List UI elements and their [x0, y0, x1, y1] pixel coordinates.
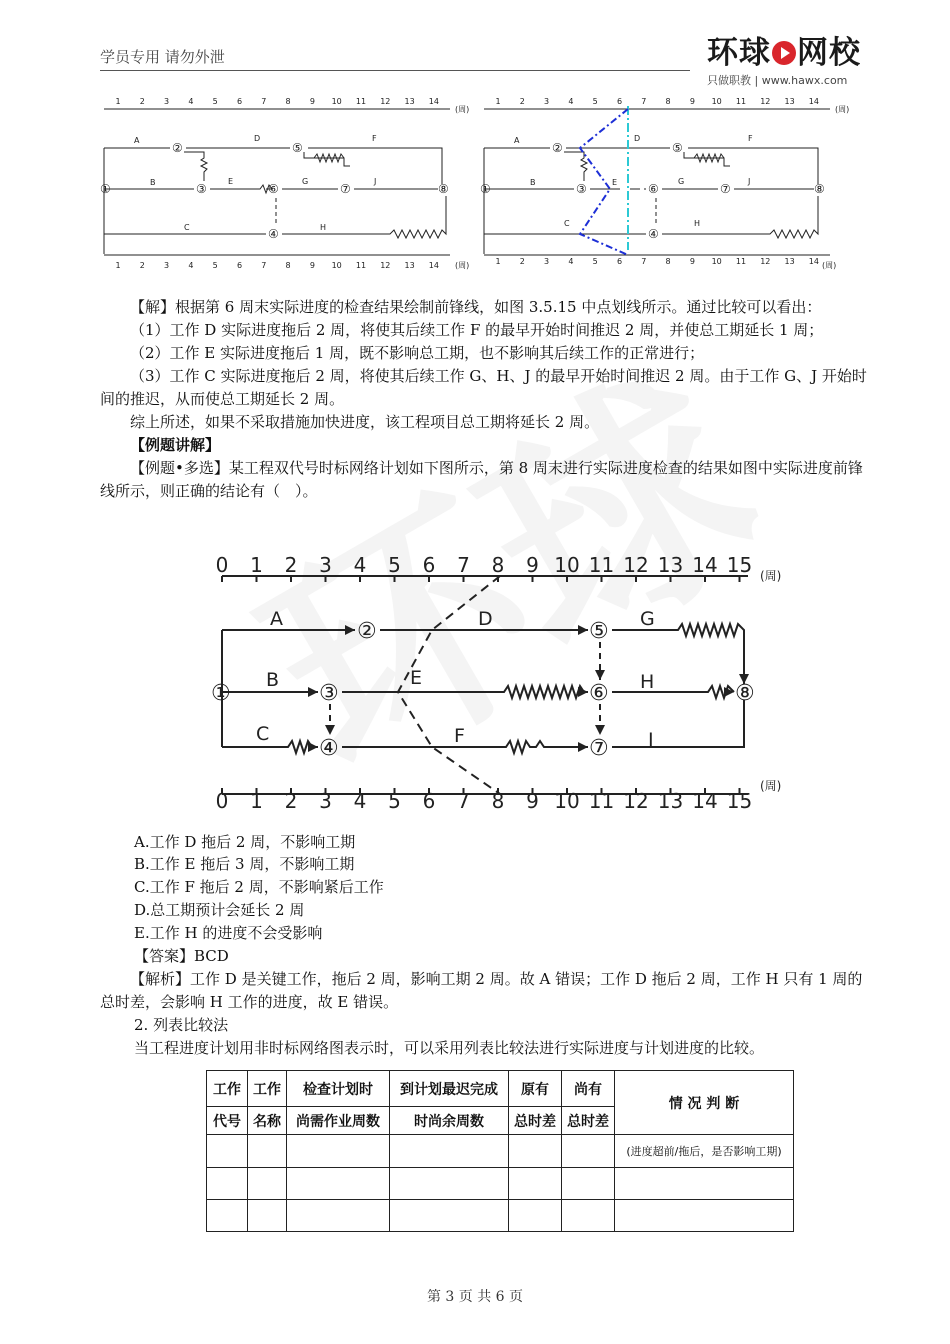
tick-label: 2 — [139, 261, 145, 270]
tick-label: 4 — [568, 257, 574, 266]
tick-label: 12 — [380, 97, 391, 106]
tick-label: 10 — [554, 789, 580, 813]
tick-label: 1 — [250, 789, 263, 813]
tick-label: 1 — [495, 257, 501, 266]
tick-label: 7 — [641, 97, 647, 106]
table-header: 总时差 — [509, 1107, 562, 1135]
tick-label: 3 — [544, 97, 550, 106]
svg-text:③: ③ — [196, 182, 207, 196]
tick-label: 2 — [139, 97, 145, 106]
tick-label: 2 — [284, 553, 298, 577]
svg-text:⑦: ⑦ — [340, 182, 351, 196]
tick-label: 0 — [215, 553, 229, 577]
svg-text:⑥: ⑥ — [648, 182, 659, 196]
svg-text:C: C — [184, 223, 190, 232]
tick-label: 10 — [554, 553, 580, 577]
tick-label: 5 — [592, 97, 598, 106]
tick-label: 4 — [188, 97, 194, 106]
tick-label: 14 — [428, 261, 439, 270]
solution-summary: 综上所述，如果不采取措施加快进度，该工程项目总工期将延长 2 周。 — [130, 413, 600, 431]
tick-label: 9 — [526, 789, 539, 813]
svg-text:A: A — [134, 136, 140, 145]
table-header: 名称 — [248, 1107, 287, 1135]
tick-label: 5 — [388, 789, 401, 813]
svg-text:J: J — [374, 177, 377, 186]
tick-label: 5 — [592, 257, 598, 266]
tick-label: 2 — [284, 789, 298, 813]
svg-text:④: ④ — [319, 736, 339, 761]
play-icon — [772, 41, 796, 65]
svg-text:H: H — [694, 219, 701, 228]
tick-label: 13 — [657, 553, 684, 577]
tick-label: 1 — [250, 553, 263, 577]
tick-label: 14 — [692, 789, 718, 813]
tick-label: 6 — [422, 789, 436, 813]
section-heading: 2. 列表比较法 — [134, 1016, 229, 1034]
tick-label: 4 — [353, 789, 367, 813]
svg-text:⑧: ⑧ — [814, 182, 825, 196]
tick-label: 14 — [808, 97, 819, 106]
svg-text:⑤: ⑤ — [292, 141, 303, 155]
svg-text:F: F — [454, 725, 465, 747]
network-diagram-example — [200, 550, 800, 820]
svg-text:⑤: ⑤ — [672, 141, 683, 155]
network-diagram-plan — [100, 92, 472, 272]
tick-label: 7 — [641, 257, 647, 266]
svg-text:④: ④ — [648, 227, 659, 241]
solution-point-1: （1）工作 D 实际进度拖后 2 周，将使其后续工作 F 的最早开始时间推迟 2 周，并使总工期延长 1 周； — [130, 321, 824, 339]
tick-label: 8 — [491, 789, 505, 813]
svg-text:②: ② — [552, 141, 563, 155]
tick-label: 6 — [422, 553, 436, 577]
tick-label: 9 — [309, 261, 315, 270]
tick-label: 8 — [491, 553, 505, 577]
svg-text:(周): (周) — [455, 261, 470, 270]
solution-point-2: （2）工作 E 实际进度拖后 1 周，既不影响总工期，也不影响其后续工作的正常进行； — [130, 344, 705, 362]
svg-text:A: A — [270, 608, 283, 630]
svg-text:E: E — [410, 667, 423, 689]
tick-label: 10 — [711, 257, 722, 266]
tick-label: 5 — [212, 261, 218, 270]
svg-text:(周): (周) — [822, 261, 837, 270]
header-left-text: 学员专用 请勿外泄 — [100, 48, 225, 66]
tick-label: 14 — [428, 97, 439, 106]
tick-label: 11 — [355, 97, 367, 106]
tick-label: 7 — [261, 97, 267, 106]
tick-label: 6 — [236, 97, 243, 106]
svg-text:C: C — [564, 219, 570, 228]
tick-label: 9 — [526, 553, 539, 577]
solution-intro: 【解】根据第 6 周末实际进度的检查结果绘制前锋线，如图 3.5.15 中点划线所示。通过比较可以看出： — [130, 298, 822, 316]
tick-label: 15 — [726, 553, 753, 577]
tick-label: 9 — [689, 97, 695, 106]
svg-text:C: C — [256, 723, 270, 745]
tick-label: 13 — [784, 257, 795, 266]
tick-label: 1 — [115, 97, 121, 106]
example-question: 【例题•多选】某工程双代号时标网络计划如下图所示，第 8 周末进行实际进度检查的结果如图中实际进度前锋线所示，则正确的结论有（ ）。 — [100, 459, 863, 500]
tick-label: 9 — [309, 97, 315, 106]
tick-label: 13 — [784, 97, 795, 106]
svg-text:⑦: ⑦ — [589, 736, 609, 761]
tick-label: 3 — [164, 261, 170, 270]
tick-label: 7 — [457, 789, 470, 813]
tick-label: 8 — [665, 257, 671, 266]
tick-label: 11 — [355, 261, 367, 270]
svg-text:A: A — [514, 136, 520, 145]
svg-text:G: G — [678, 177, 685, 186]
tick-label: 7 — [261, 261, 267, 270]
tick-label: 13 — [404, 97, 415, 106]
svg-text:(周): (周) — [760, 779, 782, 793]
option-c: C.工作 F 拖后 2 周，不影响紧后工作 — [134, 878, 384, 896]
tick-label: 15 — [726, 789, 753, 813]
table-header: 尚有 — [562, 1071, 615, 1107]
tick-label: 12 — [380, 261, 391, 270]
svg-text:D: D — [478, 608, 493, 630]
tick-label: 4 — [188, 261, 194, 270]
tick-label: 2 — [519, 257, 525, 266]
tick-label: 12 — [760, 97, 771, 106]
svg-text:B: B — [150, 178, 156, 187]
tick-label: 1 — [115, 261, 121, 270]
tick-label: 13 — [657, 789, 684, 813]
tick-label: 6 — [616, 257, 623, 266]
svg-text:D: D — [254, 134, 261, 143]
option-a: A.工作 D 拖后 2 周，不影响工期 — [134, 833, 356, 851]
brand-logo: 环球 网校 只做职教 | www.hawx.com — [707, 36, 877, 96]
svg-text:⑥: ⑥ — [268, 182, 279, 196]
tick-label: 8 — [665, 97, 671, 106]
svg-text:⑧: ⑧ — [735, 681, 755, 706]
tick-label: 5 — [388, 553, 401, 577]
tick-label: 1 — [495, 97, 501, 106]
svg-text:①: ① — [100, 182, 111, 196]
comparison-table — [206, 1070, 794, 1232]
table-header-judgment: 情 况 判 断 — [615, 1071, 794, 1135]
tick-label: 10 — [331, 97, 342, 106]
svg-text:G: G — [640, 608, 655, 630]
logo-subtitle: 只做职教 | www.hawx.com — [707, 74, 848, 87]
tick-label: 13 — [404, 261, 415, 270]
svg-text:D: D — [634, 134, 641, 143]
answer: 【答案】BCD — [134, 947, 229, 965]
svg-text:G: G — [302, 177, 309, 186]
table-header: 原有 — [509, 1071, 562, 1107]
table-header: 检查计划时 — [287, 1071, 390, 1107]
tick-label: 4 — [353, 553, 367, 577]
tick-label: 4 — [568, 97, 574, 106]
tick-label: 3 — [319, 789, 332, 813]
option-e: E.工作 H 的进度不会受影响 — [134, 924, 323, 942]
tick-label: 10 — [711, 97, 722, 106]
svg-text:③: ③ — [319, 681, 339, 706]
table-header: 代号 — [207, 1107, 248, 1135]
svg-text:(周): (周) — [455, 105, 470, 114]
option-d: D.总工期预计会延长 2 周 — [134, 901, 305, 919]
svg-text:⑤: ⑤ — [589, 619, 609, 644]
svg-text:E: E — [612, 178, 618, 187]
tick-label: 11 — [588, 553, 615, 577]
analysis: 【解析】工作 D 是关键工作，拖后 2 周，影响工期 2 周。故 A 错误；工作 D 拖后 2 周，工作 H 只有 1 周的总时差，会影响 H 工作的进度，故 E 错误。 — [100, 970, 863, 1011]
tick-label: 11 — [735, 257, 747, 266]
section-text: 当工程进度计划用非时标网络图表示时，可以采用列表比较法进行实际进度与计划进度的比较。 — [134, 1039, 765, 1057]
tick-label: 14 — [692, 553, 718, 577]
svg-text:(周): (周) — [835, 105, 850, 114]
solution-block — [100, 296, 870, 503]
option-b: B.工作 E 拖后 3 周，不影响工期 — [134, 855, 355, 873]
table-header: 总时差 — [562, 1107, 615, 1135]
svg-text:④: ④ — [268, 227, 279, 241]
header-rule — [100, 70, 690, 71]
tick-label: 11 — [588, 789, 615, 813]
table-note: (进度超前/拖后，是否影响工期) — [615, 1135, 794, 1167]
svg-text:①: ① — [211, 681, 231, 706]
table-header: 时尚余周数 — [390, 1107, 509, 1135]
tick-label: 6 — [616, 97, 623, 106]
tick-label: 2 — [519, 97, 525, 106]
svg-text:E: E — [228, 177, 234, 186]
frontline — [580, 109, 628, 255]
svg-text:J: J — [748, 177, 751, 186]
page-footer: 第 3 页 共 6 页 — [426, 1289, 524, 1305]
svg-text:F: F — [372, 134, 377, 143]
tick-label: 9 — [689, 257, 695, 266]
svg-text:⑦: ⑦ — [720, 182, 731, 196]
solution-point-3: （3）工作 C 实际进度拖后 2 周，将使其后续工作 G、H、J 的最早开始时间推迟 2 周。由于工作 G、J 开始时间的推迟，从而使总工期延长 2 周。 — [100, 367, 867, 408]
tick-label: 3 — [544, 257, 550, 266]
svg-text:B: B — [530, 178, 536, 187]
svg-text:H: H — [320, 223, 327, 232]
network-diagram-frontline — [480, 92, 852, 272]
svg-text:H: H — [640, 671, 655, 693]
svg-text:⑥: ⑥ — [589, 681, 609, 706]
tick-label: 5 — [212, 97, 218, 106]
tick-label: 12 — [623, 553, 649, 577]
tick-label: 11 — [735, 97, 747, 106]
table-header: 到计划最迟完成 — [390, 1071, 509, 1107]
svg-text:I: I — [648, 729, 654, 751]
table-header: 工作 — [207, 1071, 248, 1107]
svg-text:①: ① — [480, 182, 491, 196]
table-header: 工作 — [248, 1071, 287, 1107]
svg-text:②: ② — [357, 619, 377, 644]
tick-label: 12 — [623, 789, 649, 813]
tick-label: 8 — [285, 97, 291, 106]
tick-label: 3 — [164, 97, 170, 106]
svg-text:B: B — [266, 669, 280, 691]
tick-label: 0 — [215, 789, 229, 813]
tick-label: 3 — [319, 553, 332, 577]
svg-text:F: F — [748, 134, 753, 143]
svg-text:③: ③ — [576, 182, 587, 196]
svg-text:②: ② — [172, 141, 183, 155]
tick-label: 8 — [285, 261, 291, 270]
svg-text:⑧: ⑧ — [438, 182, 449, 196]
tick-label: 10 — [331, 261, 342, 270]
tick-label: 6 — [236, 261, 243, 270]
tick-label: 14 — [808, 257, 819, 266]
tick-label: 7 — [457, 553, 470, 577]
table-header: 尚需作业周数 — [287, 1107, 390, 1135]
tick-label: 12 — [760, 257, 771, 266]
svg-text:(周): (周) — [760, 569, 782, 583]
example-heading: 【例题讲解】 — [130, 436, 221, 454]
